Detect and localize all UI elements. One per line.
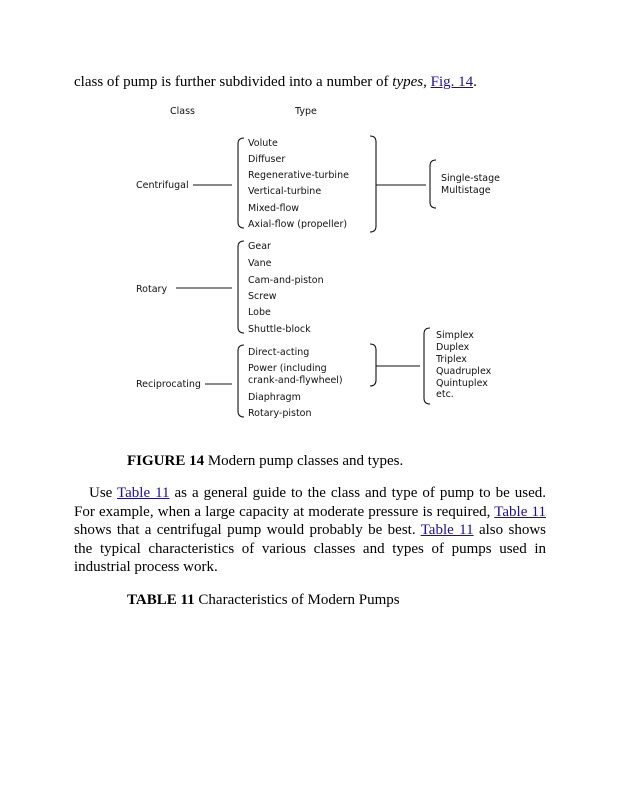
type-gear: Gear [248, 241, 271, 252]
type-rotary-piston: Rotary-piston [248, 408, 312, 419]
body-text-4: also shows the typical characteristics of various classes and types of pumps used in industrial process work. [74, 522, 546, 575]
table-caption-text: Characteristics of Modern Pumps [194, 592, 400, 608]
intro-end: . [473, 74, 477, 90]
figure-caption [127, 451, 403, 471]
type-mixed-flow: Mixed-flow [248, 203, 300, 214]
plex-bracket [424, 328, 430, 404]
rotary-left-bracket [238, 241, 244, 333]
type-diaphragm: Diaphragm [248, 392, 301, 403]
type-cam-and-piston: Cam-and-piston [248, 275, 324, 286]
intro-text: class of pump is further subdivided into a number of [74, 74, 393, 90]
reciprocating-right-bracket [370, 344, 376, 386]
stage-bracket [430, 160, 436, 208]
type-direct-acting: Direct-acting [248, 347, 310, 358]
type-power: Power (including [248, 363, 327, 374]
type-crank-and-flywheel: crank-and-flywheel) [248, 375, 343, 386]
stage-single: Single-stage [441, 173, 501, 184]
plex-simplex: Simplex [436, 330, 474, 341]
body-text-3: shows that a centrifugal pump would probably be best. [74, 522, 421, 538]
type-regenerative-turbine: Regenerative-turbine [248, 170, 349, 181]
type-vertical-turbine: Vertical-turbine [248, 186, 322, 197]
centrifugal-right-bracket [370, 136, 376, 232]
plex-etc: etc. [436, 389, 454, 400]
type-axial-flow: Axial-flow (propeller) [248, 219, 348, 230]
header-class: Class [170, 106, 195, 117]
type-shuttle-block: Shuttle-block [248, 324, 311, 335]
stage-multi: Multistage [441, 185, 491, 196]
table-11-link-2[interactable]: Table 11 [494, 503, 546, 520]
plex-triplex: Triplex [436, 354, 467, 365]
figure-caption-label: FIGURE 14 [127, 453, 205, 469]
header-type: Type [295, 106, 317, 117]
centrifugal-left-bracket [238, 138, 244, 228]
reciprocating-left-bracket [238, 345, 244, 417]
body-text-2: as a general guide to the class and type of pump to be used. For example, when a large capacity at moderate pressure is required, [74, 485, 547, 520]
figure-caption-text: Modern pump classes and types. [204, 453, 404, 469]
table-11-link-1[interactable]: Table 11 [117, 485, 170, 501]
type-lobe: Lobe [248, 307, 271, 318]
body-text-1: Use [89, 485, 118, 501]
class-centrifugal: Centrifugal [136, 180, 189, 191]
table-caption-label: TABLE 11 [127, 592, 195, 608]
intro-types-word: types, [392, 74, 427, 90]
fig-14-link[interactable]: Fig. 14 [430, 74, 474, 90]
body-paragraph [74, 484, 546, 577]
type-screw: Screw [248, 291, 277, 302]
class-reciprocating: Reciprocating [136, 379, 201, 390]
plex-quintuplex: Quintuplex [436, 378, 488, 389]
table-11-link-3[interactable]: Table 11 [420, 522, 474, 538]
table-caption [127, 590, 400, 610]
plex-quadruplex: Quadruplex [436, 366, 492, 377]
type-diffuser: Diffuser [248, 154, 286, 165]
plex-duplex: Duplex [436, 342, 470, 353]
type-volute: Volute [248, 138, 278, 149]
type-vane: Vane [248, 258, 272, 269]
class-rotary: Rotary [136, 284, 168, 295]
